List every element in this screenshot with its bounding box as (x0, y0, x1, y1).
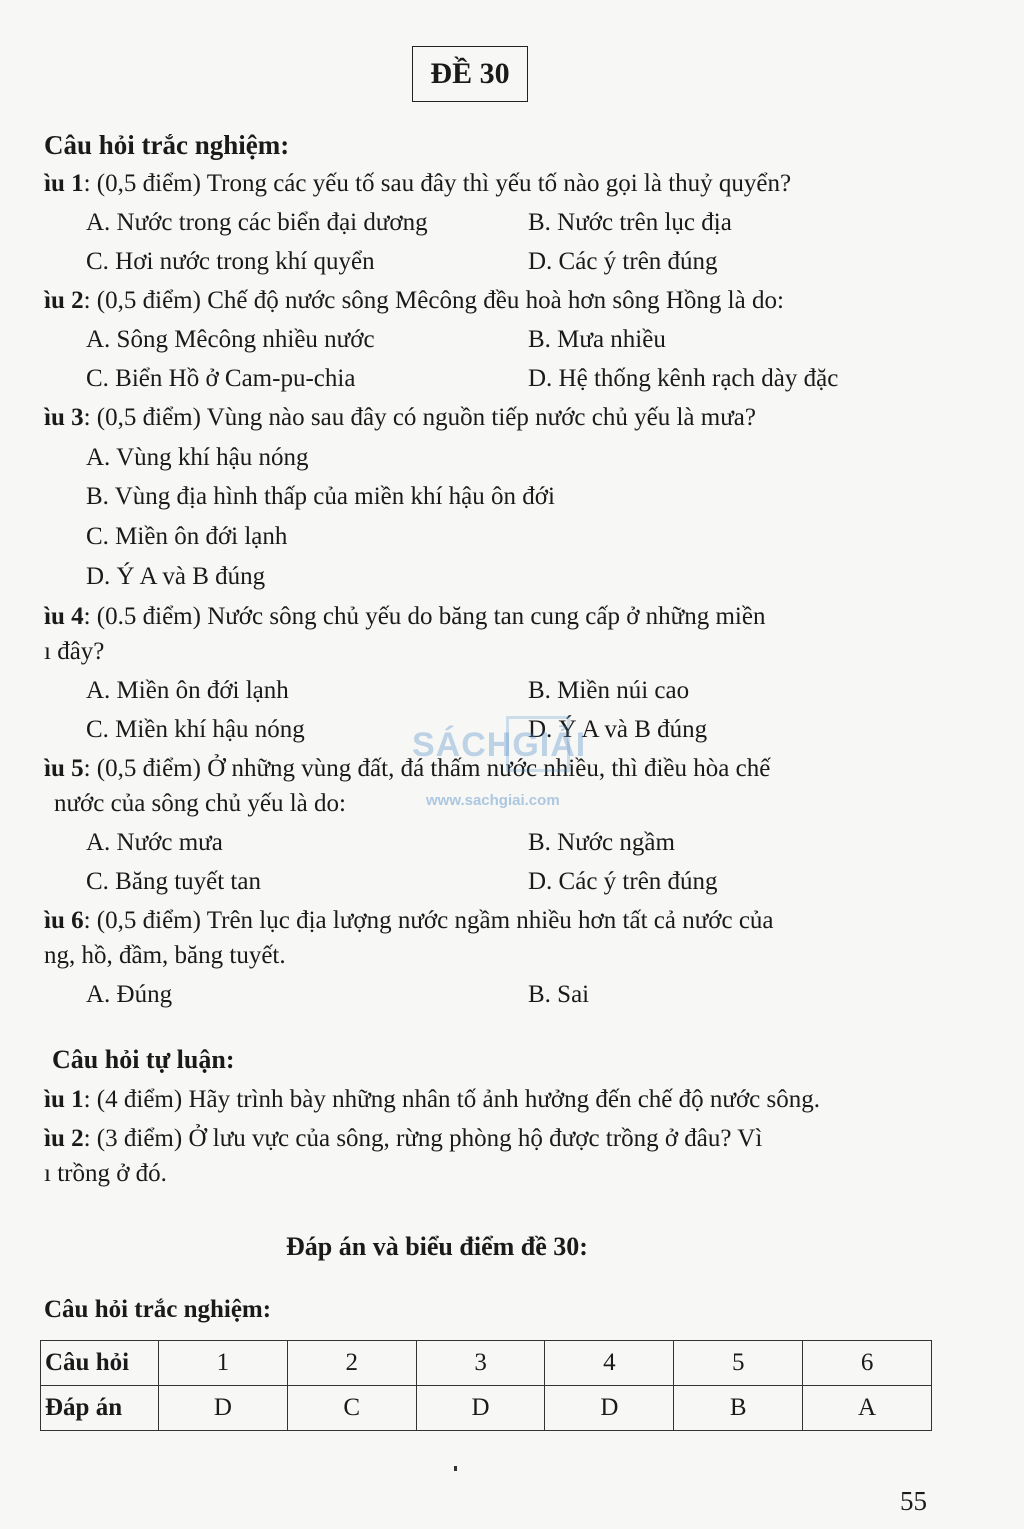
question-3-text: : (0,5 điểm) Vùng nào sau đây có nguồn tiếp nước chủ yếu là mưa? (83, 404, 756, 431)
answer-table-row-answers (41, 1386, 932, 1431)
q4-option-a: A. Miền ôn đới lạnh (86, 677, 289, 704)
essay-question-1-label: ìu 1 (44, 1086, 84, 1113)
answer-cell: D (545, 1386, 674, 1431)
q5-option-b: B. Nước ngầm (528, 829, 675, 856)
question-1 (44, 170, 791, 198)
answer-table-row1-label: Câu hỏi (41, 1341, 159, 1386)
question-3-label: ìu 3 (44, 404, 84, 431)
question-number-cell: 5 (674, 1341, 803, 1386)
question-5 (44, 755, 770, 783)
answer-cell: D (416, 1386, 545, 1431)
question-6-text: : (0,5 điểm) Trên lục địa lượng nước ngầm nhiều hơn tất cả nước của (83, 907, 774, 934)
question-5-continued: nước của sông chủ yếu là do: (54, 790, 346, 817)
q2-option-d: D. Hệ thống kênh rạch dày đặc (528, 365, 839, 392)
watermark-url: www.sachgiai.com (426, 792, 560, 809)
question-number-cell: 2 (287, 1341, 416, 1386)
question-number-cell: 1 (159, 1341, 288, 1386)
answer-table-row2-label: Đáp án (41, 1386, 159, 1431)
q5-option-c: C. Băng tuyết tan (86, 868, 261, 895)
answer-table-row-questions (41, 1341, 932, 1386)
essay-question-2-label: ìu 2 (44, 1125, 84, 1152)
answer-heading: Đáp án và biểu điểm đề 30: (286, 1232, 588, 1261)
q2-option-b: B. Mưa nhiều (528, 326, 666, 353)
question-6-label: ìu 6 (44, 907, 84, 934)
q6-option-a: A. Đúng (86, 981, 173, 1008)
question-4-continued: ı đây? (44, 638, 105, 665)
question-5-text: : (0,5 điểm) Ở những vùng đất, đá thấm nước nhiều, thì điều hòa chế (83, 755, 771, 782)
q4-option-d: D. Ý A và B đúng (528, 716, 708, 743)
answer-cell: C (287, 1386, 416, 1431)
q3-option-d: D. Ý A và B đúng (86, 563, 266, 590)
answer-subheading: Câu hỏi trắc nghiệm: (44, 1296, 272, 1323)
question-2-text: : (0,5 điểm) Chế độ nước sông Mêcông đều hoà hơn sông Hồng là do: (83, 287, 784, 314)
q1-option-d: D. Các ý trên đúng (528, 248, 718, 275)
q2-option-c: C. Biển Hồ ở Cam-pu-chia (86, 365, 356, 392)
answer-cell: A (803, 1386, 932, 1431)
question-number-cell: 4 (545, 1341, 674, 1386)
q3-option-a: A. Vùng khí hậu nóng (86, 444, 309, 471)
q6-option-b: B. Sai (528, 981, 590, 1008)
question-6 (44, 907, 774, 935)
essay-heading: Câu hỏi tự luận: (52, 1045, 235, 1074)
q4-option-c: C. Miền khí hậu nóng (86, 716, 305, 743)
question-1-text: : (0,5 điểm) Trong các yếu tố sau đây thì yếu tố nào gọi là thuỷ quyển? (83, 170, 792, 197)
essay-question-2 (44, 1125, 762, 1153)
answer-table (40, 1340, 932, 1431)
q5-option-d: D. Các ý trên đúng (528, 868, 718, 895)
q4-option-b: B. Miền núi cao (528, 677, 690, 704)
q1-option-b: B. Nước trên lục địa (528, 209, 732, 236)
question-number-cell: 6 (803, 1341, 932, 1386)
exam-title: ĐỀ 30 (412, 46, 528, 102)
question-6-continued: ng, hồ, đầm, băng tuyết. (44, 942, 286, 969)
question-2-label: ìu 2 (44, 287, 84, 314)
essay-question-2-continued: ı trồng ở đó. (44, 1160, 167, 1187)
q3-option-b: B. Vùng địa hình thấp của miền khí hậu ôn đới (86, 483, 555, 510)
q1-option-c: C. Hơi nước trong khí quyển (86, 248, 375, 275)
q3-option-c: C. Miền ôn đới lạnh (86, 523, 288, 550)
watermark-logo: SÁCHGIẢI (412, 726, 587, 764)
answer-cell: D (159, 1386, 288, 1431)
question-4-label: ìu 4 (44, 603, 84, 630)
essay-question-2-text: : (3 điểm) Ở lưu vực của sông, rừng phòng hộ được trồng ở đâu? Vì (83, 1125, 763, 1152)
scan-speck (454, 1466, 457, 1471)
essay-question-1-text: : (4 điểm) Hãy trình bày những nhân tố ảnh hưởng đến chế độ nước sông. (83, 1086, 820, 1113)
q5-option-a: A. Nước mưa (86, 829, 223, 856)
question-number-cell: 3 (416, 1341, 545, 1386)
question-1-label: ìu 1 (44, 170, 84, 197)
q1-option-a: A. Nước trong các biển đại dương (86, 209, 428, 236)
question-4 (44, 603, 765, 631)
question-3 (44, 404, 756, 432)
essay-question-1 (44, 1086, 820, 1114)
question-5-label: ìu 5 (44, 755, 84, 782)
answer-cell: B (674, 1386, 803, 1431)
mc-heading: Câu hỏi trắc nghiệm: (44, 130, 290, 160)
page-number: 55 (900, 1486, 927, 1516)
question-2 (44, 287, 784, 315)
question-4-text: : (0.5 điểm) Nước sông chủ yếu do băng tan cung cấp ở những miền (83, 603, 766, 630)
q2-option-a: A. Sông Mêcông nhiều nước (86, 326, 375, 353)
